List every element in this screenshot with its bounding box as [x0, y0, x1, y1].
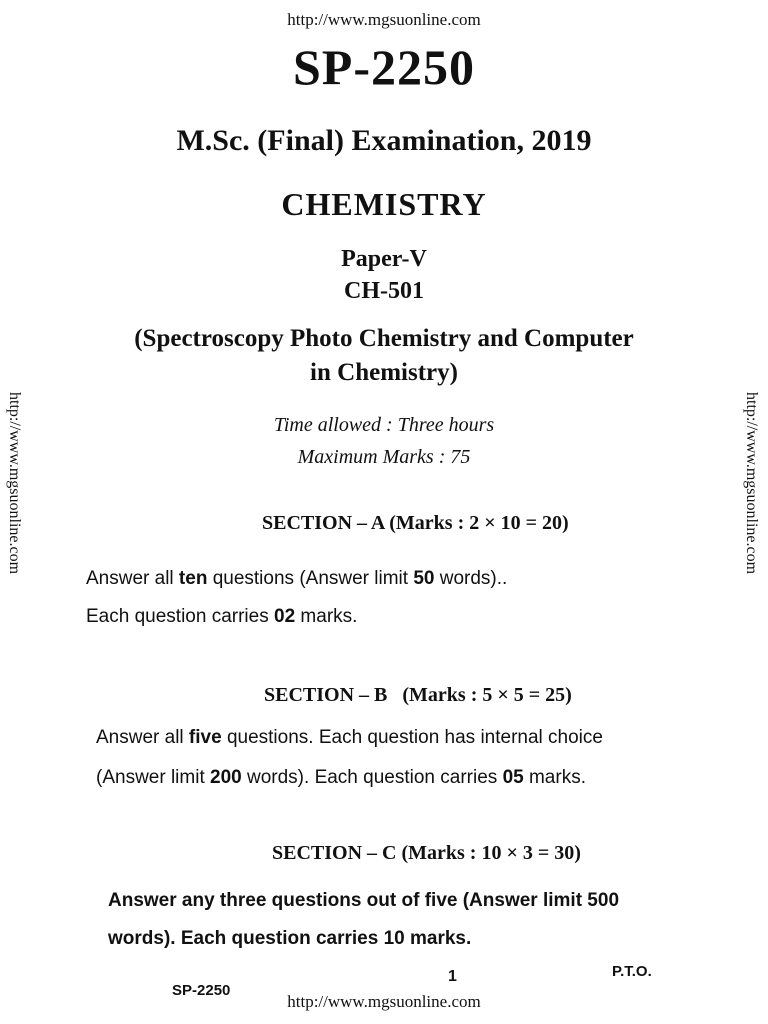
top-url: http://www.mgsuonline.com — [287, 10, 481, 29]
bottom-url: http://www.mgsuonline.com — [287, 992, 481, 1011]
paper-number: Paper-V — [341, 246, 427, 272]
time-allowed: Time allowed : Three hours — [273, 414, 495, 436]
section-c-instructions: Answer any three questions out of five (Answer limit 500 words). Each question carries 10 marks. — [108, 890, 620, 949]
right-side-url: http://www.mgsuonline.com — [743, 392, 760, 575]
paper-code-title: SP-2250 — [293, 39, 475, 95]
pto-label: P.T.O. — [612, 963, 652, 980]
section-c-heading: SECTION – C (Marks : 10 × 3 = 30) — [272, 842, 581, 864]
maximum-marks: Maximum Marks : 75 — [297, 446, 471, 468]
exam-title: M.Sc. (Final) Examination, 2019 — [176, 124, 592, 157]
section-a-instructions: Answer all ten questions (Answer limit 50 words).. Each question carries 02 marks. — [86, 568, 508, 627]
course-code: CH-501 — [344, 278, 424, 304]
section-b-instructions: Answer all five questions. Each question has internal choice (Answer limit 200 words). Each question carries 05 marks. — [96, 727, 603, 788]
topic-line-1: (Spectroscopy Photo Chemistry and Computer — [134, 325, 634, 352]
left-side-url: http://www.mgsuonline.com — [6, 392, 23, 575]
page-number: 1 — [448, 968, 457, 985]
paper-topic — [0, 322, 768, 390]
section-a-heading: SECTION – A (Marks : 2 × 10 = 20) — [262, 512, 569, 534]
subject-title: CHEMISTRY — [281, 186, 487, 222]
section-b-heading: SECTION – B (Marks : 5 × 5 = 25) — [264, 684, 572, 706]
topic-line-2: in Chemistry) — [310, 359, 458, 386]
footer-paper-code: SP-2250 — [172, 982, 231, 999]
